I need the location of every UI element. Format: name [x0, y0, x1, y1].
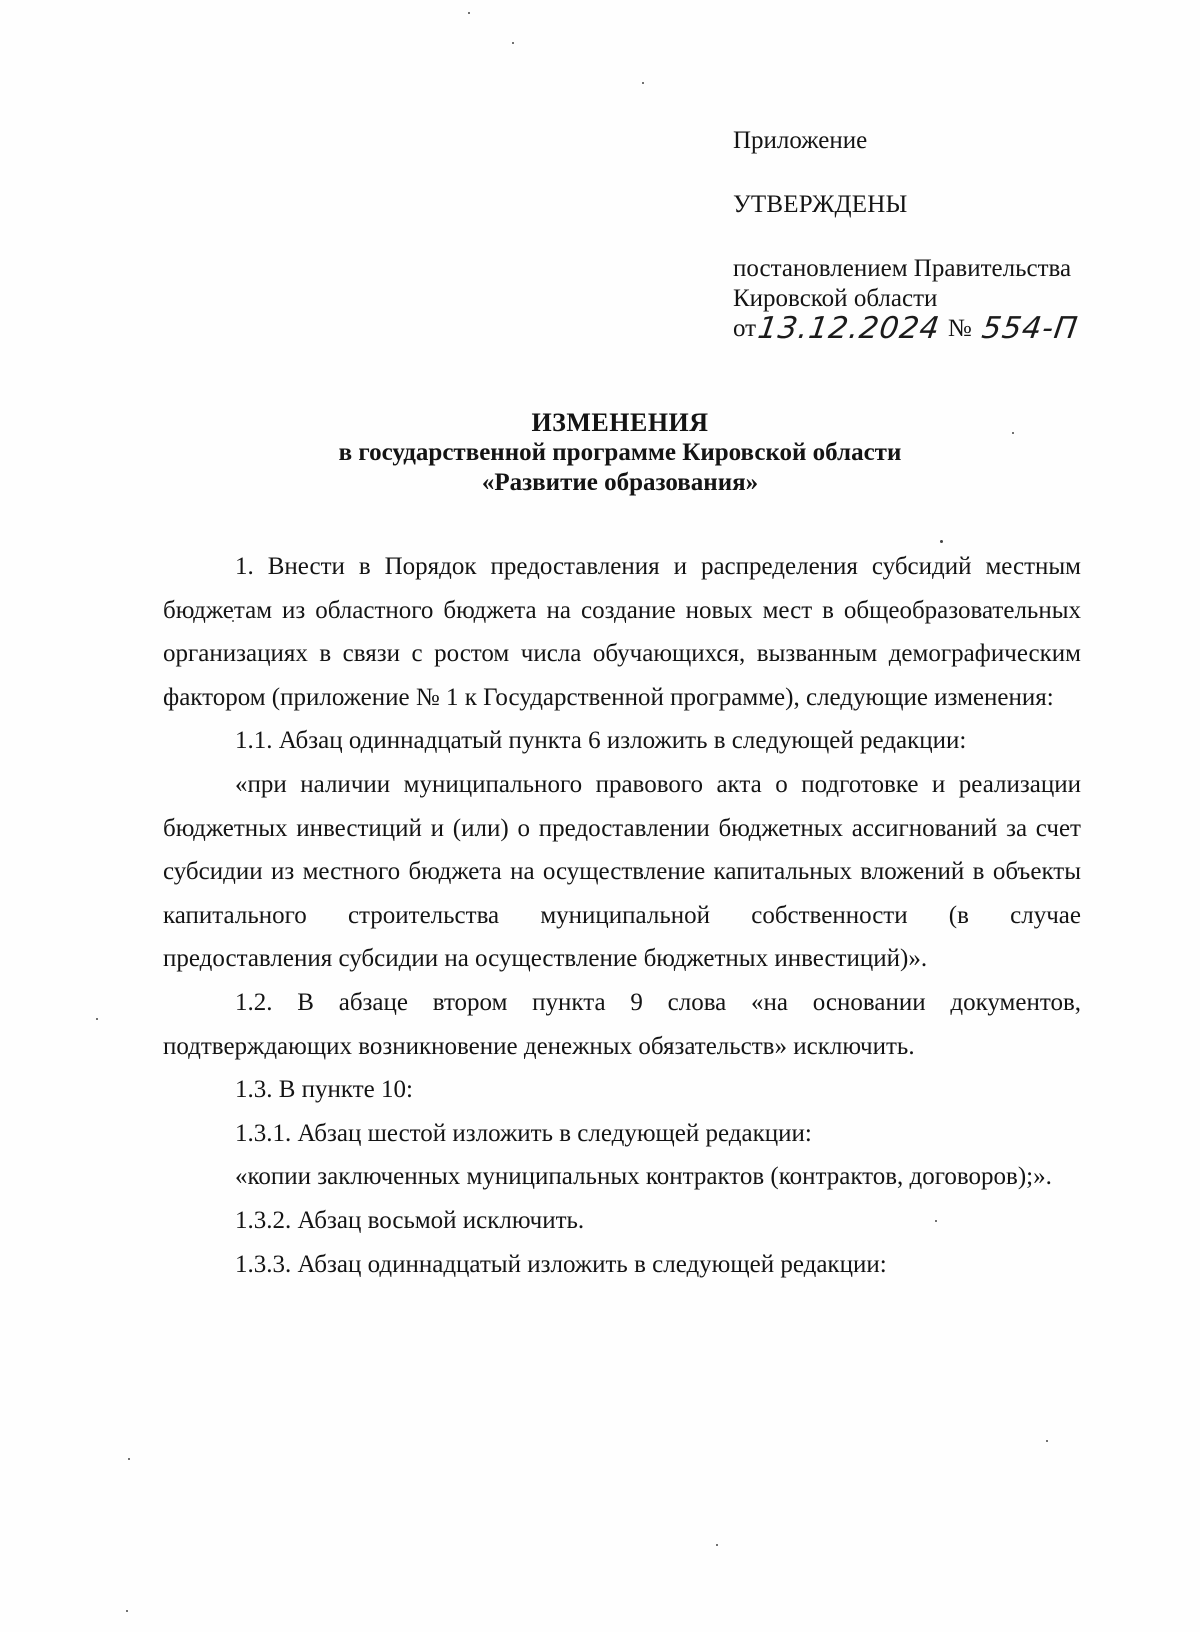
- title-line-3: «Развитие образования»: [481, 469, 759, 496]
- number-sign: №: [947, 315, 972, 342]
- approval-block: [733, 126, 1173, 344]
- resolution-line-2: Кировской области: [733, 285, 938, 312]
- appendix-label: Приложение: [733, 127, 868, 154]
- paragraph-1-1: 1.1. Абзац одиннадцатый пункта 6 изложить в следующей редакции:: [235, 727, 967, 755]
- resolution-line-1: постановлением Правительства: [733, 255, 1072, 282]
- scan-speck: [126, 1610, 128, 1612]
- paragraph-1-3-2: 1.3.2. Абзац восьмой исключить.: [235, 1206, 585, 1234]
- paragraph-1-3: 1.3. В пункте 10:: [235, 1076, 413, 1104]
- scan-speck: [940, 540, 943, 543]
- handwritten-date: 13.12.2024: [755, 311, 943, 346]
- scan-speck: [468, 12, 470, 14]
- document-body: [163, 545, 1081, 1286]
- date-prefix: от: [733, 315, 757, 342]
- scan-speck: [512, 42, 514, 44]
- scan-speck: [128, 1458, 130, 1460]
- paragraph-1-3-3: 1.3.3. Абзац одиннадцатый изложить в следующей редакции:: [235, 1250, 887, 1278]
- scan-speck: [716, 1544, 718, 1546]
- paragraph-1-3-1: 1.3.1. Абзац шестой изложить в следующей редакции:: [235, 1119, 812, 1147]
- document-title: [160, 408, 1080, 498]
- title-line-2: в государственной программе Кировской области: [338, 439, 902, 466]
- resolution-date-line: [733, 311, 1173, 346]
- scan-speck: [96, 1018, 98, 1020]
- scan-speck: [642, 82, 644, 84]
- scan-speck: [1046, 1440, 1048, 1442]
- approved-label: УТВЕРЖДЕНЫ: [733, 191, 908, 218]
- paragraph-quote-1: «при наличии муниципального правового акта о подготовке и реализации бюджетных инвестиций и (или) о предоставлении бюджетных ассигнований за счет субсидии из местного бюджета на осуществление капитальных вложений в объекты капитального строительства муниципальной собственности (в случае предоставления субсидии на осуществление бюджетных инвестиций)».: [163, 770, 1081, 973]
- title-line-1: ИЗМЕНЕНИЯ: [531, 408, 709, 437]
- paragraph-1-2: 1.2. В абзаце втором пункта 9 слова «на основании документов, подтверждающих возникновение денежных обязательств» исключить.: [163, 988, 1081, 1060]
- handwritten-number: 554-П: [979, 311, 1080, 346]
- paragraph-quote-2: «копии заключенных муниципальных контрактов (контрактов, договоров);».: [235, 1163, 1052, 1191]
- paragraph-1: 1. Внести в Порядок предоставления и распределения субсидий местным бюджетам из областного бюджета на создание новых мест в общеобразовательных организациях в связи с ростом числа обучающихся, вызванным демографическим фактором (приложение № 1 к Государственной программе), следующие изменения:: [163, 553, 1081, 711]
